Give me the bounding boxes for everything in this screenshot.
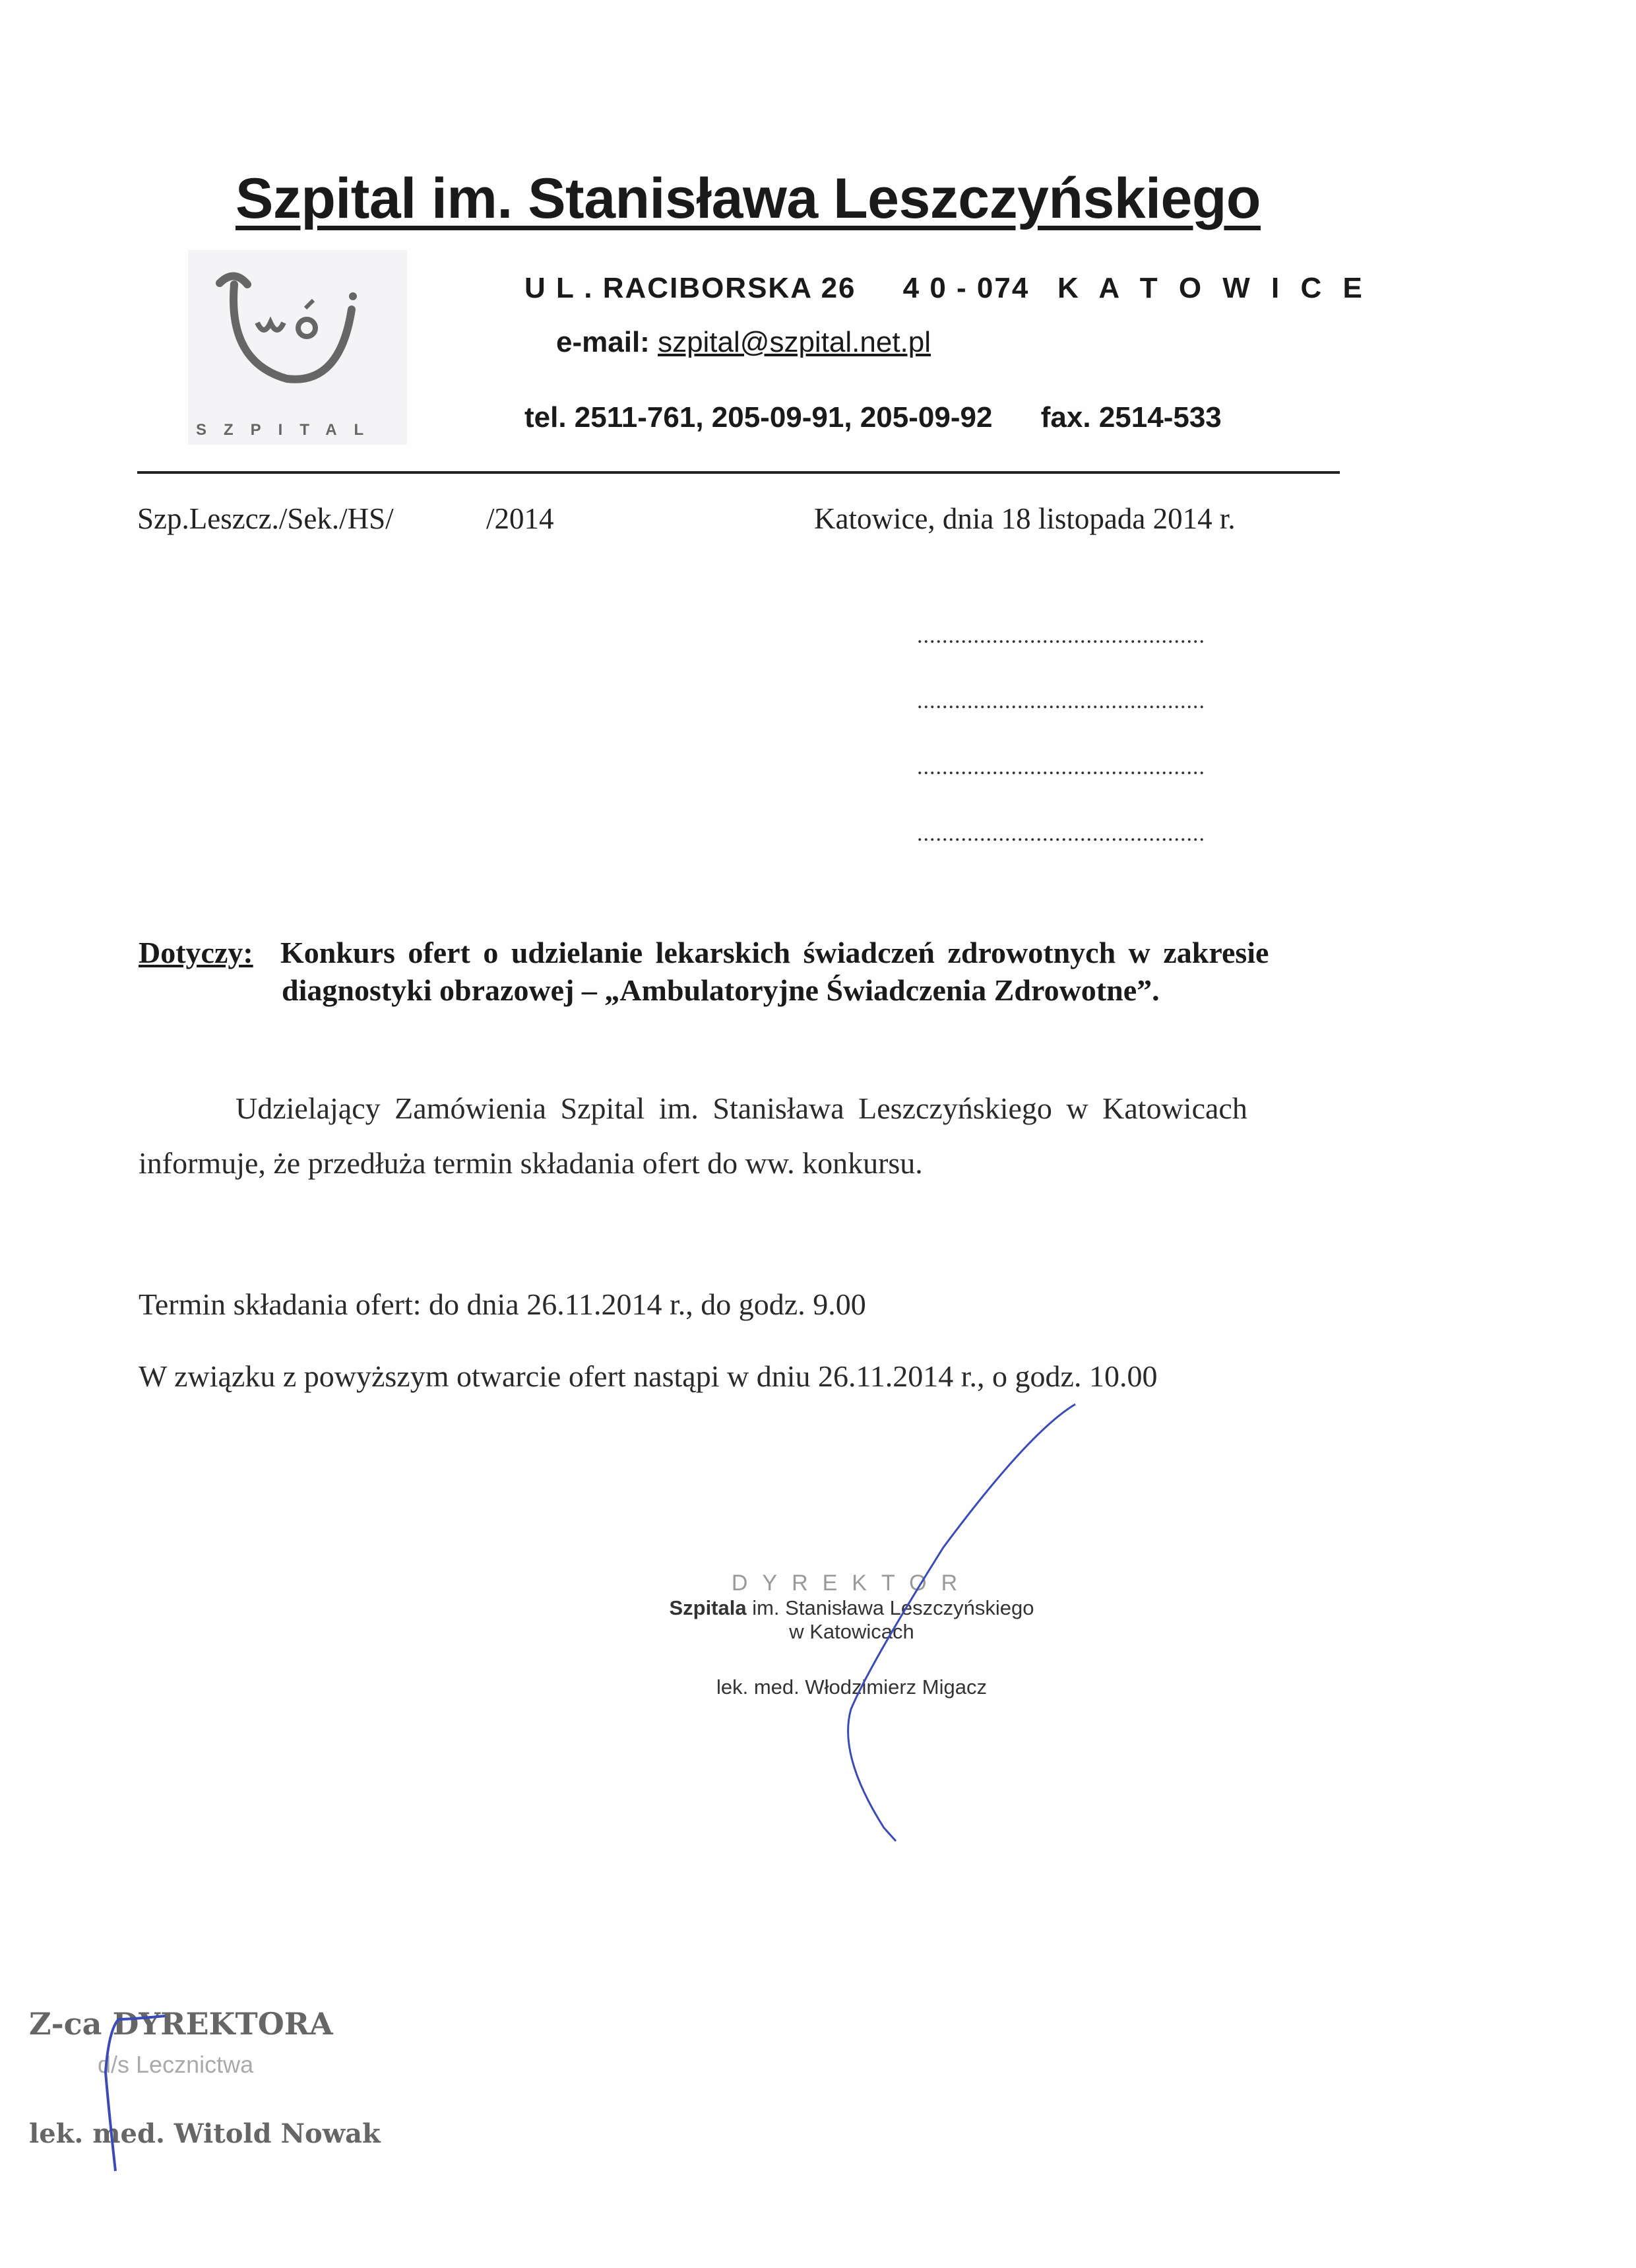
fax: fax. 2514-533 bbox=[1040, 401, 1222, 434]
recipient-line: .............................................. bbox=[917, 624, 1205, 648]
body-paragraph-line-1: Udzielający Zamówienia Szpital im. Stanisława Leszczyńskiego w Katowicach bbox=[236, 1091, 1247, 1125]
reference-number: Szp.Leszcz./Sek./HS/ bbox=[137, 502, 394, 535]
phones: tel. 2511-761, 205-09-91, 205-09-92 bbox=[524, 401, 993, 434]
director-name: lek. med. Włodzimierz Migacz bbox=[716, 1675, 987, 1699]
city: K A T O W I C E bbox=[1057, 272, 1369, 304]
director-title: DYREKTOR bbox=[731, 1571, 972, 1596]
place-date: Katowice, dnia 18 listopada 2014 r. bbox=[814, 502, 1236, 535]
director-org-bold: Szpitala bbox=[669, 1596, 747, 1619]
offer-opening: W związku z powyższym otwarcie ofert nastąpi w dniu 26.11.2014 r., o godz. 10.00 bbox=[139, 1359, 1158, 1393]
subject-label: Dotyczy: bbox=[139, 936, 253, 969]
email-link[interactable]: szpital@szpital.net.pl bbox=[658, 326, 931, 358]
body-paragraph-line-2: informuje, że przedłuża termin składania ofert do ww. konkursu. bbox=[139, 1146, 923, 1180]
street: U L . RACIBORSKA 26 bbox=[524, 272, 856, 304]
deputy-dept: d/s Lecznictwa bbox=[98, 2051, 254, 2078]
recipient-line: .............................................. bbox=[917, 822, 1205, 846]
director-city: w Katowicach bbox=[789, 1620, 914, 1643]
subject-line-1: Konkurs ofert o udzielanie lekarskich świadczeń zdrowotnych w zakresie bbox=[280, 936, 1269, 969]
logo-text: SZPITAL bbox=[196, 421, 381, 439]
postal-code: 4 0 - 074 bbox=[902, 272, 1030, 304]
recipient-line: .............................................. bbox=[917, 689, 1205, 713]
reference-year: /2014 bbox=[486, 502, 554, 535]
subject-line-2: diagnostyki obrazowej – „Ambulatoryjne Świadczenia Zdrowotne”. bbox=[282, 973, 1160, 1007]
deputy-signature-stroke bbox=[106, 2016, 165, 2171]
recipient-line: .............................................. bbox=[917, 755, 1205, 779]
offer-deadline: Termin składania ofert: do dnia 26.11.2014 r., do godz. 9.00 bbox=[139, 1287, 866, 1321]
director-org: im. Stanisława Leszczyńskiego bbox=[746, 1596, 1034, 1619]
hospital-name-heading: Szpital im. Stanisława Leszczyńskiego bbox=[236, 167, 1261, 230]
deputy-title: Z-ca DYREKTORA bbox=[29, 2006, 333, 2042]
deputy-name: lek. med. Witold Nowak bbox=[29, 2118, 381, 2149]
email-label: e-mail: bbox=[556, 326, 650, 358]
director-signature-stroke bbox=[848, 1404, 1075, 1841]
